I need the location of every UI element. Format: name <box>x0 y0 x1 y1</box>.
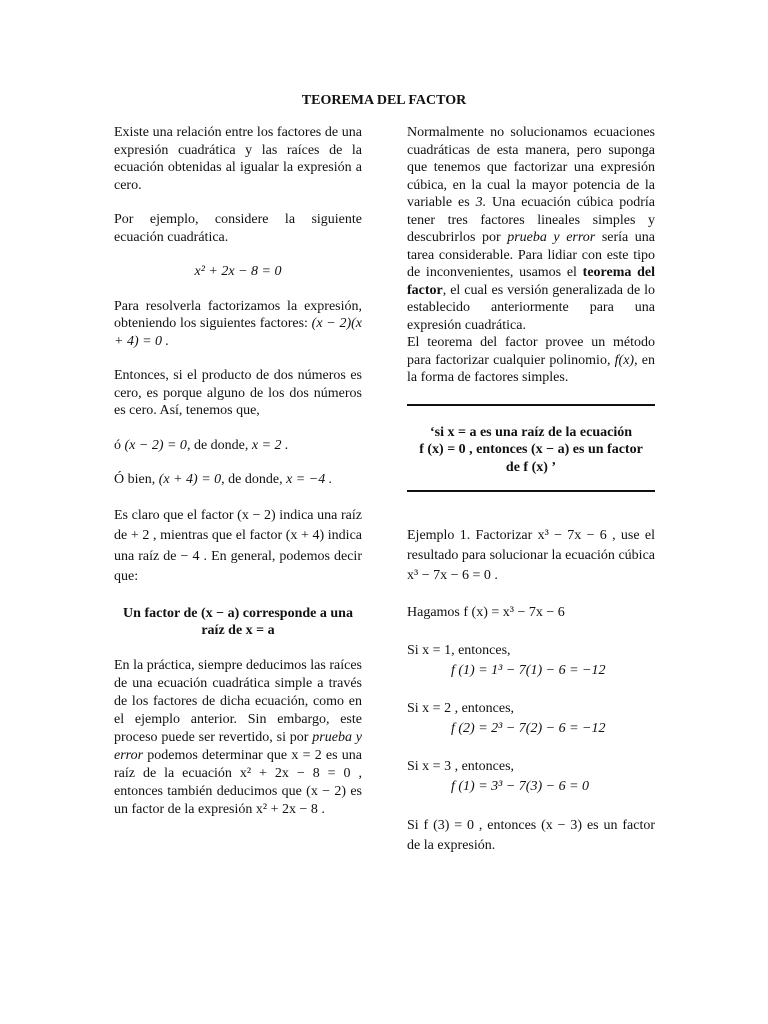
paragraph-text: podemos determinar que x = 2 es una raíz de la ecuación x² + 2x − 8 = 0 , entonces también deducimos que (x − 2) es un factor de la expresión x² + 2x − 8 . <box>114 747 363 817</box>
paragraph-text: Una ecuación cúbica podría tener tres factores lineales simples y descubrirlos por <box>407 195 656 245</box>
paragraph-text: Normalmente no solucionamos ecuaciones cuadráticas de esta manera, pero suponga que tenemos que factorizar una expresión cúbica, en la cual la mayor potencia de la variable es <box>407 125 655 210</box>
rule-statement-line: raíz de x = a <box>201 623 275 638</box>
equation: (x − 2)(x + 4) = 0 . <box>114 316 362 349</box>
case-line <box>114 437 362 455</box>
case-line: Si x = 1, entonces, <box>407 642 511 658</box>
example-statement: Ejemplo 1. Factorizar x³ − 7x − 6 , use el resultado para solucionar la ecuación cúbica x³ − 7x − 6 = 0 . <box>407 528 655 583</box>
theorem-line: de f (x) ’ <box>505 459 557 475</box>
paragraph-text: Para resolverla factorizamos la expresión, obteniendo los siguientes factores: <box>114 298 362 331</box>
definition-line: Hagamos f (x) = x³ − 7x − 6 <box>407 605 565 620</box>
text: Ó bien, <box>114 472 156 487</box>
theorem-line: ‘si x = a es una raíz de la ecuación <box>429 424 633 440</box>
equation: x = 2 . <box>251 437 289 453</box>
theorem-line: f (x) = 0 , entonces (x − a) es un factor <box>419 442 643 457</box>
paragraph <box>407 124 655 334</box>
right-column <box>407 124 655 856</box>
emphasis: f(x) <box>614 352 635 368</box>
equation: x² + 2x − 8 = 0 <box>194 264 282 279</box>
paragraph: Existe una relación entre los factores de una expresión cuadrática y las raíces de la ecuación obtenidas al igualar la expresión a cero. <box>114 125 362 193</box>
paragraph-text: En la práctica, siempre deducimos las raíces de una ecuación cuadrática simple a través de los factores de dicha ecuación, como en el ejemplo anterior. Sin embargo, este proceso puede ser revertido, si por <box>114 657 362 745</box>
paragraph-text: , en la forma de factores simples. <box>407 352 656 385</box>
paragraph: Es claro que el factor (x − 2) indica una raíz de + 2 , mientras que el factor (x + 4) indica una raíz de − 4 . En general, podemos decir que: <box>114 507 362 584</box>
paragraph <box>114 657 362 819</box>
paragraph <box>114 298 362 351</box>
paragraph: Si f (3) = 0 , entonces (x − 3) es un factor de la expresión. <box>407 817 655 853</box>
paragraph <box>407 334 655 387</box>
equation: f (1) = 1³ − 7(1) − 6 = −12 <box>451 663 606 678</box>
paragraph: Por ejemplo, considere la siguiente ecuación cuadrática. <box>114 212 362 245</box>
paragraph-text: , el cual es versión generalizada de lo establecido anteriormente para una expresión cuadrática. <box>407 282 655 333</box>
divider <box>407 404 655 406</box>
emphasis: prueba y error <box>114 729 362 763</box>
equation: (x − 2) = 0 <box>124 437 187 453</box>
equation: f (1) = 3³ − 7(3) − 6 = 0 <box>451 779 590 794</box>
emphasis: prueba y error <box>507 230 596 245</box>
paragraph-text: sería una tarea considerable. Para lidiar con este tipo de inconvenientes, usamos el <box>407 230 656 280</box>
bold-term: teorema del factor <box>407 265 655 298</box>
emphasis: 3. <box>475 195 487 210</box>
rule-statement-line: Un factor de (x − a) corresponde a una <box>123 605 353 621</box>
equation: f (2) = 2³ − 7(2) − 6 = −12 <box>451 721 606 736</box>
equation: (x + 4) = 0 <box>158 472 222 487</box>
case-line: Si x = 2 , entonces, <box>407 700 515 716</box>
page-title: TEOREMA DEL FACTOR <box>301 93 467 108</box>
paragraph-text: El teorema del factor provee un método para factorizar cualquier polinomio, <box>407 335 655 368</box>
text: ó <box>114 437 121 453</box>
divider <box>407 490 655 492</box>
equation: x = −4 . <box>286 472 333 487</box>
left-column <box>114 124 362 819</box>
text: , de donde, <box>186 437 249 453</box>
case-line: Si x = 3 , entonces, <box>407 758 515 774</box>
case-line <box>114 471 362 489</box>
text: , de donde, <box>221 472 283 487</box>
paragraph: Entonces, si el producto de dos números es cero, es porque alguno de los dos números es cero. Así, tenemos que, <box>114 368 362 418</box>
